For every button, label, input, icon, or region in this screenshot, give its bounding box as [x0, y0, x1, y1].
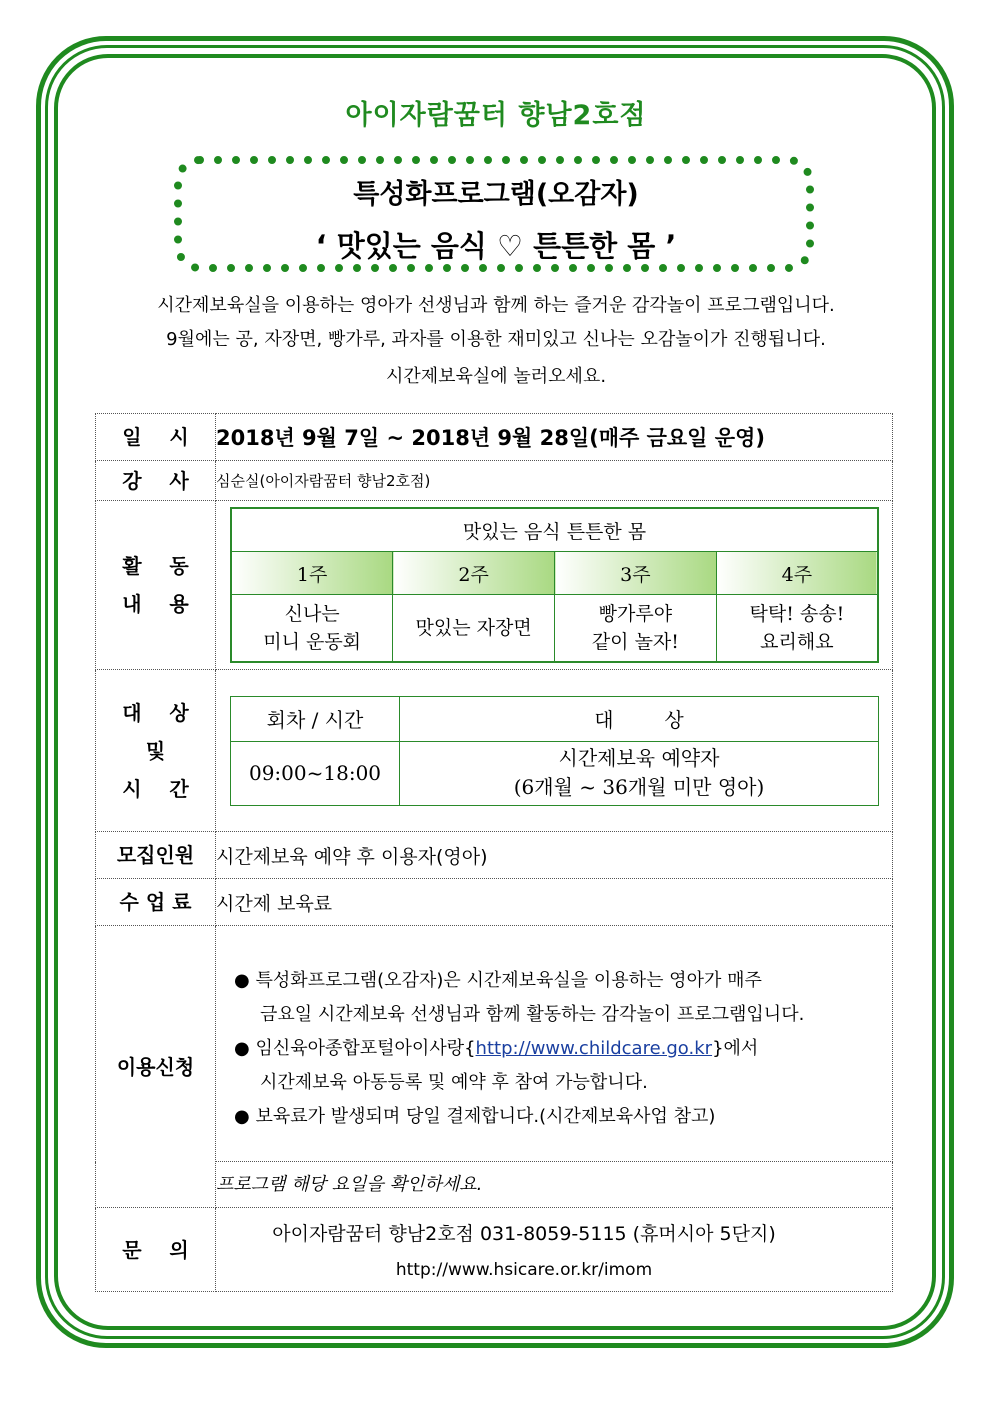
instructor-row — [96, 461, 893, 501]
bullet-2-line-2: 시간제보육 아동등록 및 예약 후 참여 가능합니다. — [260, 1071, 648, 1093]
apply-content — [216, 926, 893, 1162]
activity-label-2: 내 용 — [122, 592, 189, 616]
bullet-1-line-1: ● 특성화프로그램(오감자)은 시간제보육실을 이용하는 영아가 매주 — [234, 969, 762, 991]
week-3-line-2: 같이 놀자! — [591, 631, 679, 653]
apply-row — [96, 926, 893, 1162]
time-header: 회차 / 시간 — [231, 696, 400, 741]
week-3-activity — [555, 595, 717, 663]
week-4-line-1: 탁탁! 송송! — [749, 603, 845, 625]
contact-cell — [216, 1208, 893, 1292]
schedule-label: 일 시 — [96, 414, 216, 461]
childcare-link[interactable]: http://www.childcare.go.kr — [475, 1037, 713, 1059]
info-table — [95, 413, 893, 1292]
intro-line-2: 9월에는 공, 자장면, 빵가루, 과자를 이용한 재미있고 신나는 오감놀이가 진행됩니다. — [166, 329, 826, 350]
week-4-activity — [716, 595, 878, 663]
week-3-line-1: 빵가루야 — [598, 603, 673, 625]
bullet-1-line-2: 금요일 시간제보육 선생님과 함께 활동하는 감각놀이 프로그램입니다. — [260, 1003, 805, 1025]
apply-label: 이용신청 — [96, 926, 216, 1208]
store-name: 아이자람꿈터 향남2호점 — [345, 100, 647, 131]
activity-table-title: 맛있는 음식 튼튼한 몸 — [231, 508, 878, 552]
activity-label-1: 활 동 — [122, 554, 189, 578]
activity-label — [96, 501, 216, 670]
fee-label: 수 업 료 — [96, 879, 216, 926]
activity-table — [230, 507, 879, 663]
target-cell — [216, 670, 893, 832]
target-label-2: 및 — [145, 738, 166, 763]
recruit-value: 시간제보육 예약 후 이용자(영아) — [216, 832, 893, 879]
recruit-row — [96, 832, 893, 879]
contact-row — [96, 1208, 893, 1292]
target-row — [96, 670, 893, 832]
note-row — [96, 1162, 893, 1208]
activity-cell — [216, 501, 893, 670]
week-2-activity — [393, 595, 555, 663]
week-1-header: 1주 — [231, 552, 393, 595]
bullet-3-line-1: ● 보육료가 발생되며 당일 결제합니다.(시간제보육사업 참고) — [234, 1105, 716, 1127]
program-subtitle: ‘ 맛있는 음식 ♡ 튼튼한 몸 ’ — [315, 229, 677, 263]
week-1-activity — [231, 595, 393, 663]
week-4-line-2: 요리해요 — [760, 631, 834, 653]
instructor-label: 강 사 — [96, 461, 216, 501]
target-table — [230, 696, 879, 806]
target-label — [96, 670, 216, 832]
week-1-line-2: 미니 운동회 — [263, 631, 362, 653]
target-label-1: 대 상 — [122, 700, 189, 725]
apply-note: 프로그램 해당 요일을 확인하세요. — [216, 1162, 893, 1208]
fee-row — [96, 879, 893, 926]
bullet-2-line-1: ● 임신육아종합포털아이사랑{http://www.childcare.go.kr}에서 — [234, 1037, 759, 1059]
target-value-1: 시간제보육 예약자 — [558, 746, 720, 770]
instructor-value: 심순실(아이자람꿈터 향남2호점) — [216, 461, 893, 501]
week-3-header: 3주 — [555, 552, 717, 595]
target-value-2: (6개월 ~ 36개월 미만 영아) — [513, 775, 765, 799]
target-value — [400, 741, 879, 805]
schedule-row — [96, 414, 893, 461]
target-label-3: 시 간 — [122, 776, 189, 801]
contact-url[interactable]: http://www.hsicare.or.kr/imom — [395, 1260, 653, 1280]
target-header: 대 상 — [400, 696, 879, 741]
contact-label: 문 의 — [96, 1208, 216, 1292]
activity-row — [96, 501, 893, 670]
recruit-label: 모집인원 — [96, 832, 216, 879]
intro-line-1: 시간제보육실을 이용하는 영아가 선생님과 함께 하는 즐거운 감각놀이 프로그램입니다. — [157, 295, 835, 316]
contact-line-1: 아이자람꿈터 향남2호점 031-8059-5115 (휴머시아 5단지) — [272, 1223, 776, 1245]
week-2-header: 2주 — [393, 552, 555, 595]
intro-line-3: 시간제보육실에 놀러오세요. — [385, 366, 607, 387]
fee-value: 시간제 보육료 — [216, 879, 893, 926]
time-value: 09:00~18:00 — [231, 741, 400, 805]
week-4-header: 4주 — [716, 552, 878, 595]
week-1-line-1: 신나는 — [284, 603, 340, 625]
apply-bullet-1 — [216, 964, 892, 1134]
week-2-line-1: 맛있는 자장면 — [415, 617, 532, 639]
program-title: 특성화프로그램(오감자) — [353, 179, 639, 210]
schedule-value: 2018년 9월 7일 ~ 2018년 9월 28일(매주 금요일 운영) — [216, 414, 893, 461]
